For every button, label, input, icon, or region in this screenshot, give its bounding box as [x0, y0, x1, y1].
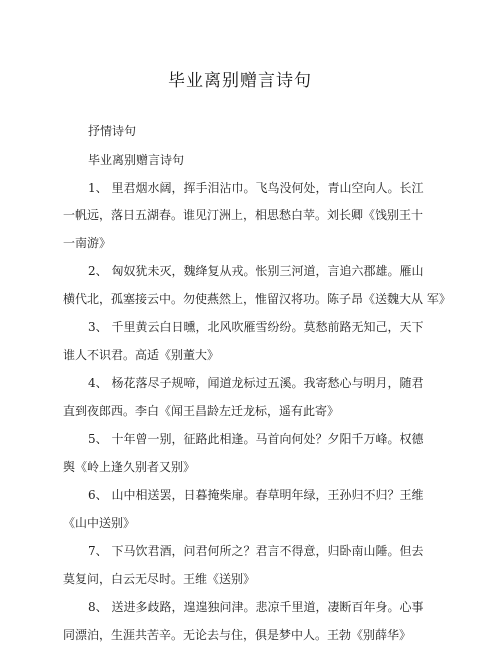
poem-line: 3、 千里黄云白日曛，北风吹雁雪纷纷。莫愁前路无知己，天下	[88, 320, 424, 334]
document-title: 毕业离别赠言诗句	[168, 71, 312, 91]
poem-line: 4、 杨花落尽子规啼，闻道龙标过五溪。我寄愁心与明月，随君	[88, 376, 424, 390]
poem-line: 1、 里君烟水阔，挥手泪沾巾。飞鸟没何处，青山空向人。长江	[88, 181, 424, 195]
poem-line: 同漂泊，生涯共苦辛。无论去与住，俱是梦中人。王勃《别薛华》	[63, 628, 412, 642]
poem-line: 6、 山中相送罢，日暮掩柴扉。春草明年绿，王孙归不归？王维	[88, 488, 424, 502]
poem-line: 8、 送进多歧路，遑遑独问津。悲凉千里道，凄断百年身。心事	[88, 600, 424, 614]
poem-line: 2、 匈奴犹未灭，魏绛复从戎。怅别三河道，言追六郡雄。雁山	[88, 264, 424, 278]
poem-line: 《山中送别》	[63, 516, 136, 530]
poem-line: 莫复问，白云无尽时。王维《送别》	[63, 572, 256, 586]
section-heading: 抒情诗句	[88, 124, 137, 138]
poem-line: 一帆远，落日五湖春。谁见汀洲上，相思愁白苹。刘长卿《饯别王十	[63, 208, 424, 222]
poem-line: 直到夜郎西。李白《闻王昌龄左迁龙标，遥有此寄》	[63, 404, 340, 418]
poem-line: 横代北，孤塞接云中。勿使燕然上，惟留汉将功。陈子昂《送魏大从 军》	[63, 292, 451, 306]
poem-line: 7、 下马饮君酒，问君何所之？君言不得意，归卧南山陲。但去	[88, 544, 424, 558]
subheading: 毕业离别赠言诗句	[88, 153, 185, 167]
poem-line: 5、 十年曾一别，征路此相逢。马首向何处？夕阳千万峰。权德	[88, 432, 424, 446]
poem-line: 谁人不识君。高适《别董大》	[63, 348, 220, 362]
poem-line: 舆《岭上逢久别者又别》	[63, 460, 196, 474]
poem-line: 一南游》	[63, 236, 112, 250]
